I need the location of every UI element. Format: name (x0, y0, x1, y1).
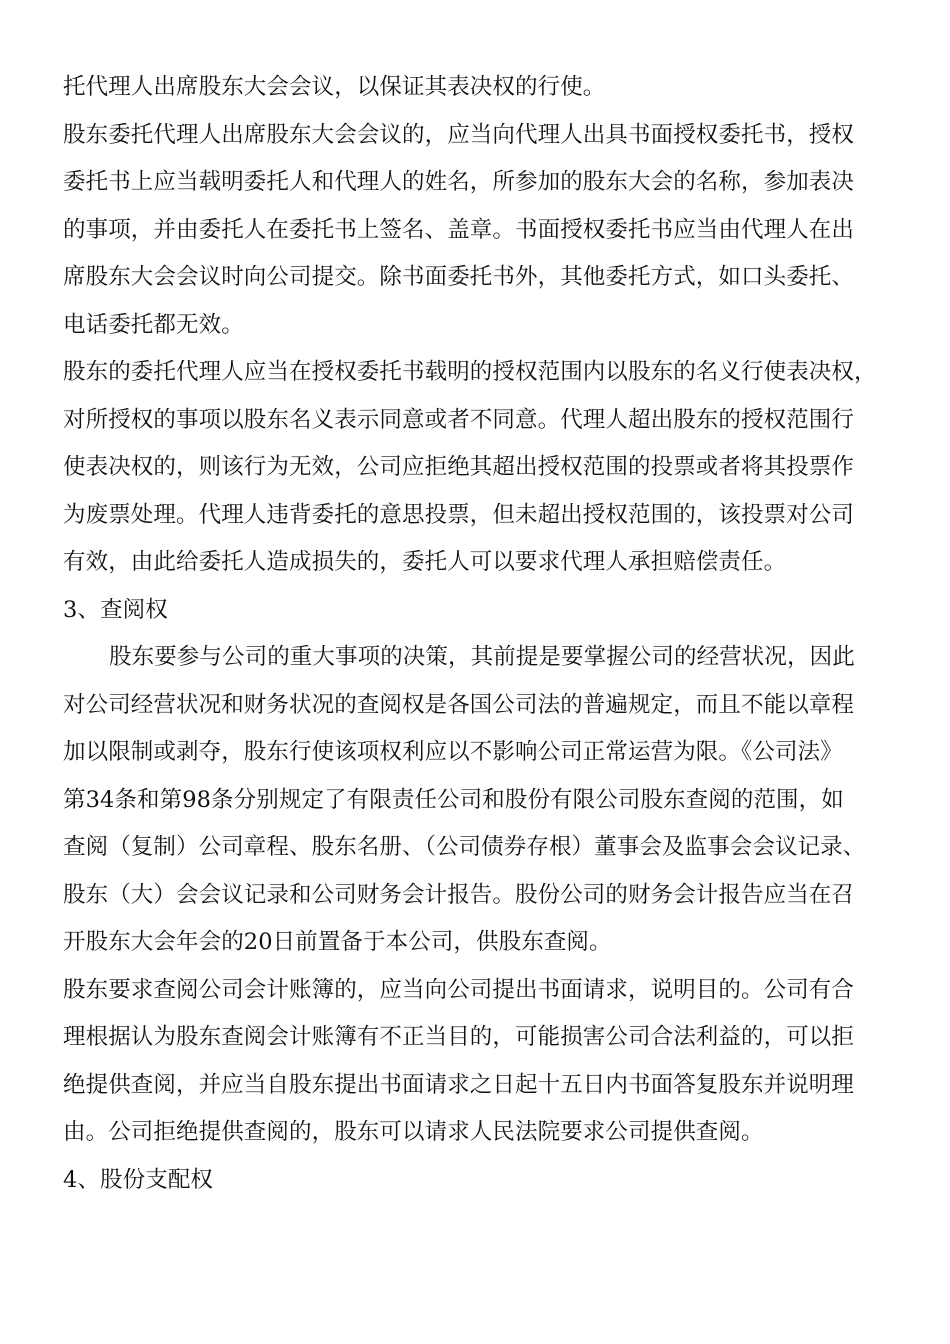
text-line: 由。公司拒绝提供查阅的，股东可以请求人民法院要求公司提供查阅。 (63, 1119, 764, 1145)
text-line: 对所授权的事项以股东名义表示同意或者不同意。代理人超出股东的授权范围行 (63, 406, 855, 433)
text-line: 股东要求查阅公司会计账簿的，应当向公司提出书面请求，说明目的。公司有合 (63, 976, 855, 1003)
text-line: 席股东大会会议时向公司提交。除书面委托书外，其他委托方式，如口头委托、 (63, 264, 855, 290)
text-line: 托代理人出席股东大会会议，以保证其表决权的行使。 (63, 74, 606, 100)
text-line: 股东委托代理人出席股东大会会议的，应当向代理人出具书面授权委托书，授权 (63, 121, 855, 148)
text-line: 对公司经营状况和财务状况的查阅权是各国公司法的普遍规定，而且不能以章程 (63, 691, 855, 718)
text-line: 股东的委托代理人应当在授权委托书载明的授权范围内以股东的名义行使表决权， (63, 359, 877, 385)
text-line: 的事项，并由委托人在委托书上签名、盖章。书面授权委托书应当由代理人在出 (63, 216, 855, 243)
text-line: 绝提供查阅，并应当自股东提出书面请求之日起十五日内书面答复股东并说明理 (63, 1071, 855, 1098)
text-line: 理根据认为股东查阅会计账簿有不正当目的，可能损害公司合法利益的，可以拒 (63, 1024, 855, 1050)
document-page (63, 64, 893, 1204)
text-line: 委托书上应当载明委托人和代理人的姓名，所参加的股东大会的名称，参加表决 (63, 169, 855, 195)
text-line: 第34条和第98条分别规定了有限责任公司和股份有限公司股东查阅的范围，如 (63, 786, 844, 813)
section-heading: 3、查阅权 (63, 596, 168, 623)
text-line: 股东（大）会会议记录和公司财务会计报告。股份公司的财务会计报告应当在召 (63, 881, 855, 908)
text-line: 股东要参与公司的重大事项的决策，其前提是要掌握公司的经营状况，因此 (109, 644, 855, 670)
text-line: 使表决权的，则该行为无效，公司应拒绝其超出授权范围的投票或者将其投票作 (63, 454, 855, 480)
text-line: 电话委托都无效。 (63, 311, 244, 338)
section-heading: 4、股份支配权 (63, 1166, 214, 1193)
text-line: 为废票处理。代理人违背委托的意思投票，但未超出授权范围的，该投票对公司 (63, 501, 855, 528)
text-line: 开股东大会年会的20日前置备于本公司，供股东查阅。 (63, 929, 612, 955)
text-line: 查阅（复制）公司章程、股东名册、（公司债券存根）董事会及监事会会议记录、 (63, 834, 866, 860)
text-line: 有效，由此给委托人造成损失的，委托人可以要求代理人承担赔偿责任。 (63, 549, 787, 575)
text-line: 加以限制或剥夺，股东行使该项权利应以不影响公司正常运营为限。《公司法》 (63, 739, 843, 765)
